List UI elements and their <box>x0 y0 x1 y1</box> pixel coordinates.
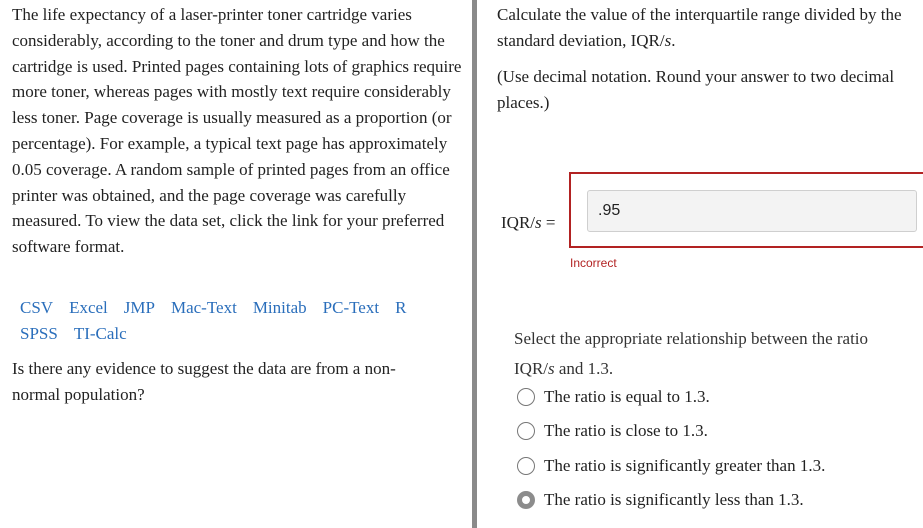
iqr-ratio-input[interactable]: .95 <box>587 190 917 232</box>
link-mac-text[interactable]: Mac-Text <box>170 298 237 317</box>
link-spss[interactable]: SPSS <box>20 324 58 343</box>
right-panel <box>477 0 923 528</box>
problem-intro: The life expectancy of a laser-printer toner cartridge varies considerably, according to the toner and drum type and how the cartridge is used. Printed pages containing lots of graphics require more toner, whereas pages with mostly text require considerably less toner. Page coverage is usually measured as a proportion (or percentage). For example, a typical text page has approximately 0.05 coverage. A random sample of printed pages from an office printer was obtained, and the page coverage was carefully measured. To view the data set, click the link for your preferred software format. <box>12 5 462 257</box>
iqr-prompt-line2: standard deviation, IQR/ <box>497 31 665 50</box>
radio-greater[interactable] <box>517 457 535 475</box>
option-greater-label: The ratio is significantly greater than 1.3. <box>544 456 826 475</box>
radio-equal[interactable] <box>517 388 535 406</box>
relationship-prompt <box>514 324 914 384</box>
iqr-prompt-line1: Calculate the value of the interquartile range divided by the <box>497 5 902 24</box>
iqr-prompt-var: s <box>664 31 672 50</box>
option-equal[interactable] <box>517 385 710 409</box>
link-excel[interactable]: Excel <box>69 298 108 317</box>
relationship-prompt-line1: Select the appropriate relationship between the ratio <box>514 329 869 348</box>
radio-close[interactable] <box>517 422 535 440</box>
link-pc-text[interactable]: PC-Text <box>322 298 380 317</box>
option-less-label: The ratio is significantly less than 1.3. <box>544 490 804 509</box>
link-r[interactable]: R <box>395 298 407 317</box>
link-jmp[interactable]: JMP <box>123 298 155 317</box>
option-close-label: The ratio is close to 1.3. <box>544 421 708 440</box>
link-ti-calc[interactable]: TI-Calc <box>73 324 127 343</box>
link-csv[interactable]: CSV <box>20 298 54 317</box>
option-equal-label: The ratio is equal to 1.3. <box>544 387 710 406</box>
answer-label <box>501 213 555 233</box>
option-greater[interactable] <box>517 454 825 478</box>
answer-feedback-frame <box>569 172 923 248</box>
iqr-prompt-end: . <box>671 31 676 50</box>
relationship-prompt-prefix: IQR/ <box>514 359 548 378</box>
iqr-prompt <box>497 2 923 54</box>
normality-question: Is there any evidence to suggest the data are from a non-normal population? <box>12 359 396 404</box>
option-less[interactable] <box>517 488 804 512</box>
data-format-links <box>12 295 462 347</box>
link-minitab[interactable]: Minitab <box>252 298 307 317</box>
rounding-instruction: (Use decimal notation. Round your answer to two decimal places.) <box>497 67 895 112</box>
relationship-prompt-suffix: and 1.3. <box>554 359 614 378</box>
radio-less[interactable] <box>517 491 535 509</box>
option-close[interactable] <box>517 419 708 443</box>
answer-label-var: s <box>535 213 542 232</box>
incorrect-feedback: Incorrect <box>570 256 617 270</box>
answer-label-prefix: IQR/ <box>501 213 535 232</box>
answer-label-suffix: = <box>541 213 556 232</box>
relationship-prompt-var: s <box>548 359 555 378</box>
